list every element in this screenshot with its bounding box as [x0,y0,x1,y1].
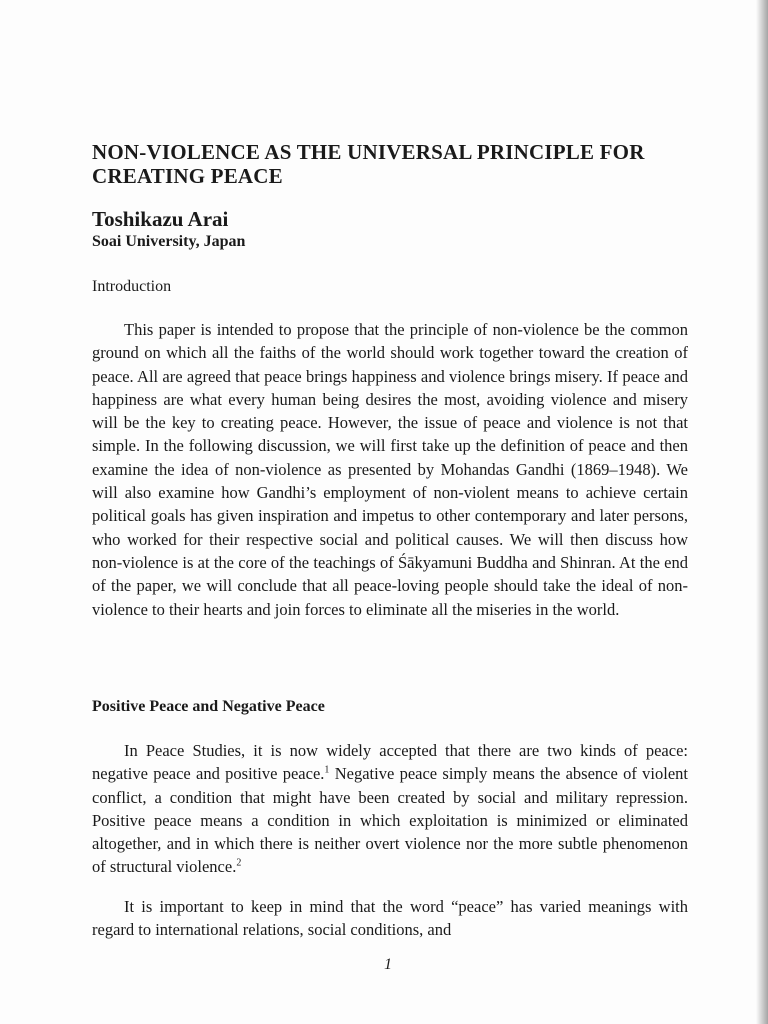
introduction-heading: Introduction [92,278,172,295]
author-affiliation: Soai University, Japan [92,233,246,250]
section-paragraph-2: It is important to keep in mind that the word “peace” has varied meanings with regard to international relations, social conditions, and [92,897,688,940]
footnote-marker-1[interactable]: 1 [324,764,330,776]
page-edge-shadow [756,0,768,1024]
author-name: Toshikazu Arai [92,207,229,231]
section-paragraph-1 [92,739,688,879]
page-number: 1 [384,956,392,973]
paper-title: NON-VIOLENCE AS THE UNIVERSAL PRINCIPLE FOR CREATING PEACE [92,140,645,188]
section-paragraph-1-part-b: Negative peace simply means the absence of violent conflict, a condition that might have been created by social and military repression. Positive peace means a condition in which exploitation is minimized or eliminated altogether, and in which there is neither overt violence nor the more subtle phenomenon of structural violence. [92,764,688,877]
introduction-paragraph: This paper is intended to propose that the principle of non-violence be the common ground on which all the faiths of the world should work together toward the creation of peace. All are agreed that peace brings happiness and violence brings misery. If peace and happiness are what every human being desires the most, avoiding violence and misery will be the key to creating peace. However, the issue of peace and violence is not that simple. In the following discussion, we will first take up the definition of peace and then examine the idea of non-violence as presented by Mohandas Gandhi (1869–1948). We will also examine how Gandhi’s employment of non-violent means to achieve certain political goals has given inspiration and impetus to other contemporary and later persons, who worked for their respective social and political causes. We will then discuss how non-violence is at the core of the teachings of Śākyamuni Buddha and Shinran. At the end of the paper, we will conclude that all peace-loving people should take the ideal of non-violence to their hearts and join forces to eliminate all the miseries in the world. [92,320,688,619]
section-heading: Positive Peace and Negative Peace [92,698,325,715]
section-paragraph-1-part-a: In Peace Studies, it is now widely accepted that there are two kinds of peace: negative peace and positive peace. [92,741,688,784]
footnote-marker-2[interactable]: 2 [236,857,242,869]
